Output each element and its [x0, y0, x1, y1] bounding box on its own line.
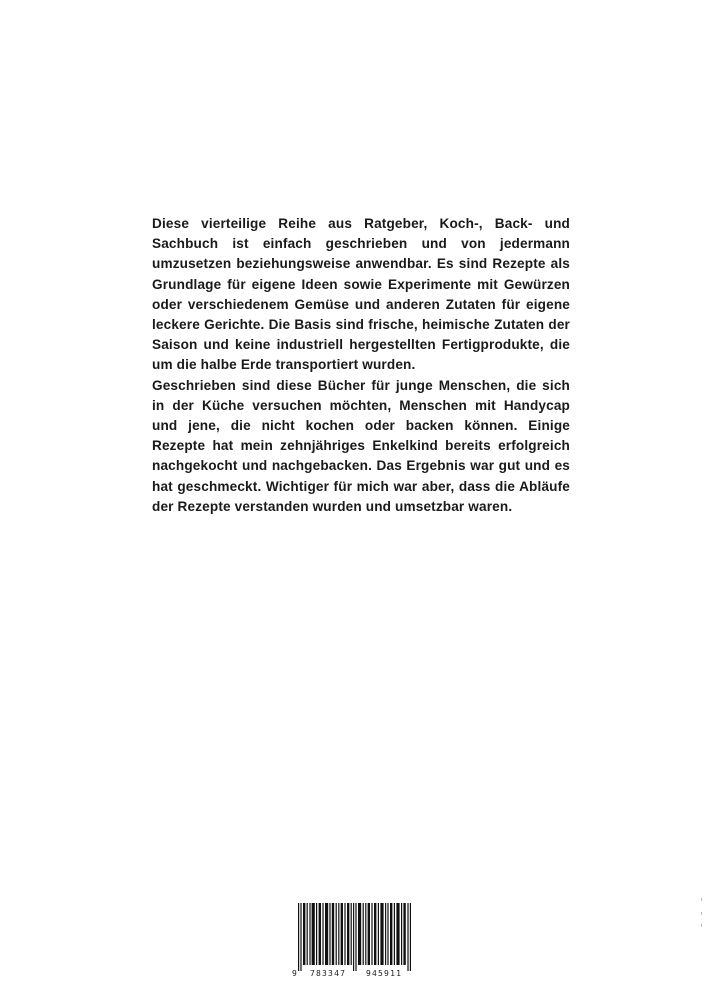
- barcode-digits: [290, 969, 418, 981]
- blurb-paragraph-1: Diese vierteilige Reihe aus Ratgeber, Koch-, Back- und Sachbuch ist einfach geschrieben und von jedermann umzusetzen beziehungsweise anwendbar. Es sind Rezepte als Grundlage für eigene Ideen sowie Experimente mit Gewürzen oder verschiedenem Gemüse und anderen Zutaten für eigene leckere Gerichte. Die Basis sind frische, heimische Zutaten der Saison und keine industriell hergestellten Fertigprodukte, die um die halbe Erde transportiert wurden.: [152, 216, 570, 373]
- blurb-paragraph-2: Geschrieben sind diese Bücher für junge Menschen, die sich in der Küche versuchen möchten, Menschen mit Handycap und jene, die nicht kochen oder backen können. Einige Rezepte hat mein zehnjähriges Enkelkind bereits erfolgreich nachgekocht und nachgebacken. Das Ergebnis war gut und es hat geschmeckt. Wichtiger für mich war aber, dass die Abläufe der Rezepte verstanden wurden und umsetzbar waren.: [152, 377, 570, 514]
- barcode-bars: [290, 903, 418, 971]
- barcode-digits-left: 783347: [310, 969, 347, 978]
- barcode-digits-right: 945911: [366, 969, 403, 978]
- back-cover-blurb: [152, 214, 570, 517]
- isbn-barcode: [290, 903, 418, 983]
- barcode-digit-first: 9: [292, 969, 297, 978]
- page-edge-mark: [699, 898, 704, 928]
